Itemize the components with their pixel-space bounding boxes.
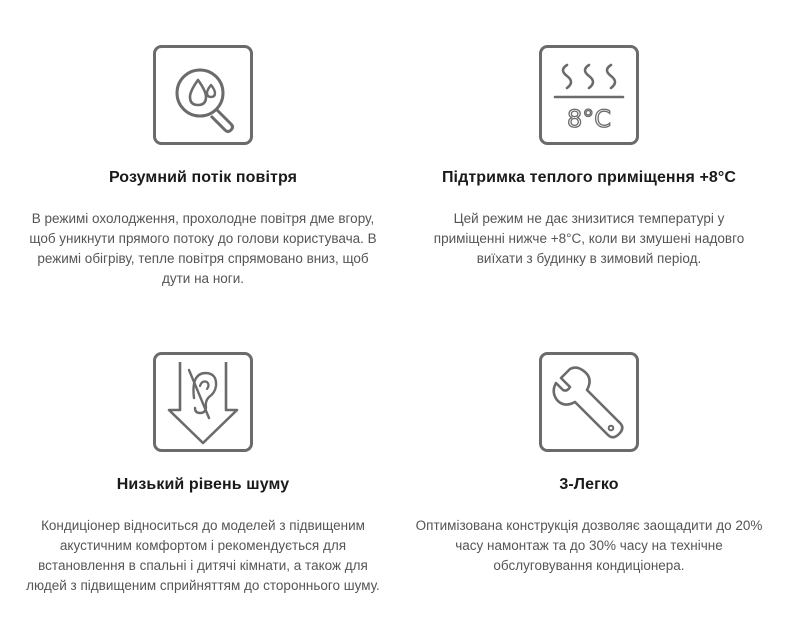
- feature-title: Підтримка теплого приміщення +8°C: [441, 169, 737, 186]
- low-noise-icon: [153, 352, 253, 452]
- feature-description: Цей режим не дає знизитися температурі у приміщенні нижче +8°C, коли ви змушені надовго виїхати з будинку в зимовий період.: [433, 211, 745, 266]
- feature-low-noise: [18, 352, 388, 596]
- feature-warm-room: [404, 45, 774, 269]
- heat-8c-icon: [539, 45, 639, 145]
- wrench-icon: [539, 352, 639, 452]
- smart-airflow-icon: [153, 45, 253, 145]
- feature-description: Оптимізована конструкція дозволяє заощадити до 20% часу намонтаж та до 30% часу на технічне обслуговування кондиціонера.: [415, 518, 763, 573]
- feature-description: Кондиціонер відноситься до моделей з підвищеним акустичним комфортом і рекомендується для встановлення в спальні і дитячі кімнати, а також для людей з підвищеним сприйняттям до стороннього шуму.: [26, 518, 380, 593]
- feature-title: Низький рівень шуму: [116, 476, 290, 493]
- feature-description: В режимі охолодження, прохолодне повітря дме вгору, щоб уникнути прямого потоку до голови користувача. В режимі обігріву, тепле повітря спрямовано вниз, щоб дути на ноги.: [29, 211, 377, 286]
- feature-smart-airflow: [18, 45, 388, 289]
- icon-temperature-label: 8°C: [566, 105, 612, 133]
- feature-easy: [404, 352, 774, 576]
- feature-title: Розумний потік повітря: [108, 169, 298, 186]
- feature-title: 3-Легко: [559, 476, 619, 493]
